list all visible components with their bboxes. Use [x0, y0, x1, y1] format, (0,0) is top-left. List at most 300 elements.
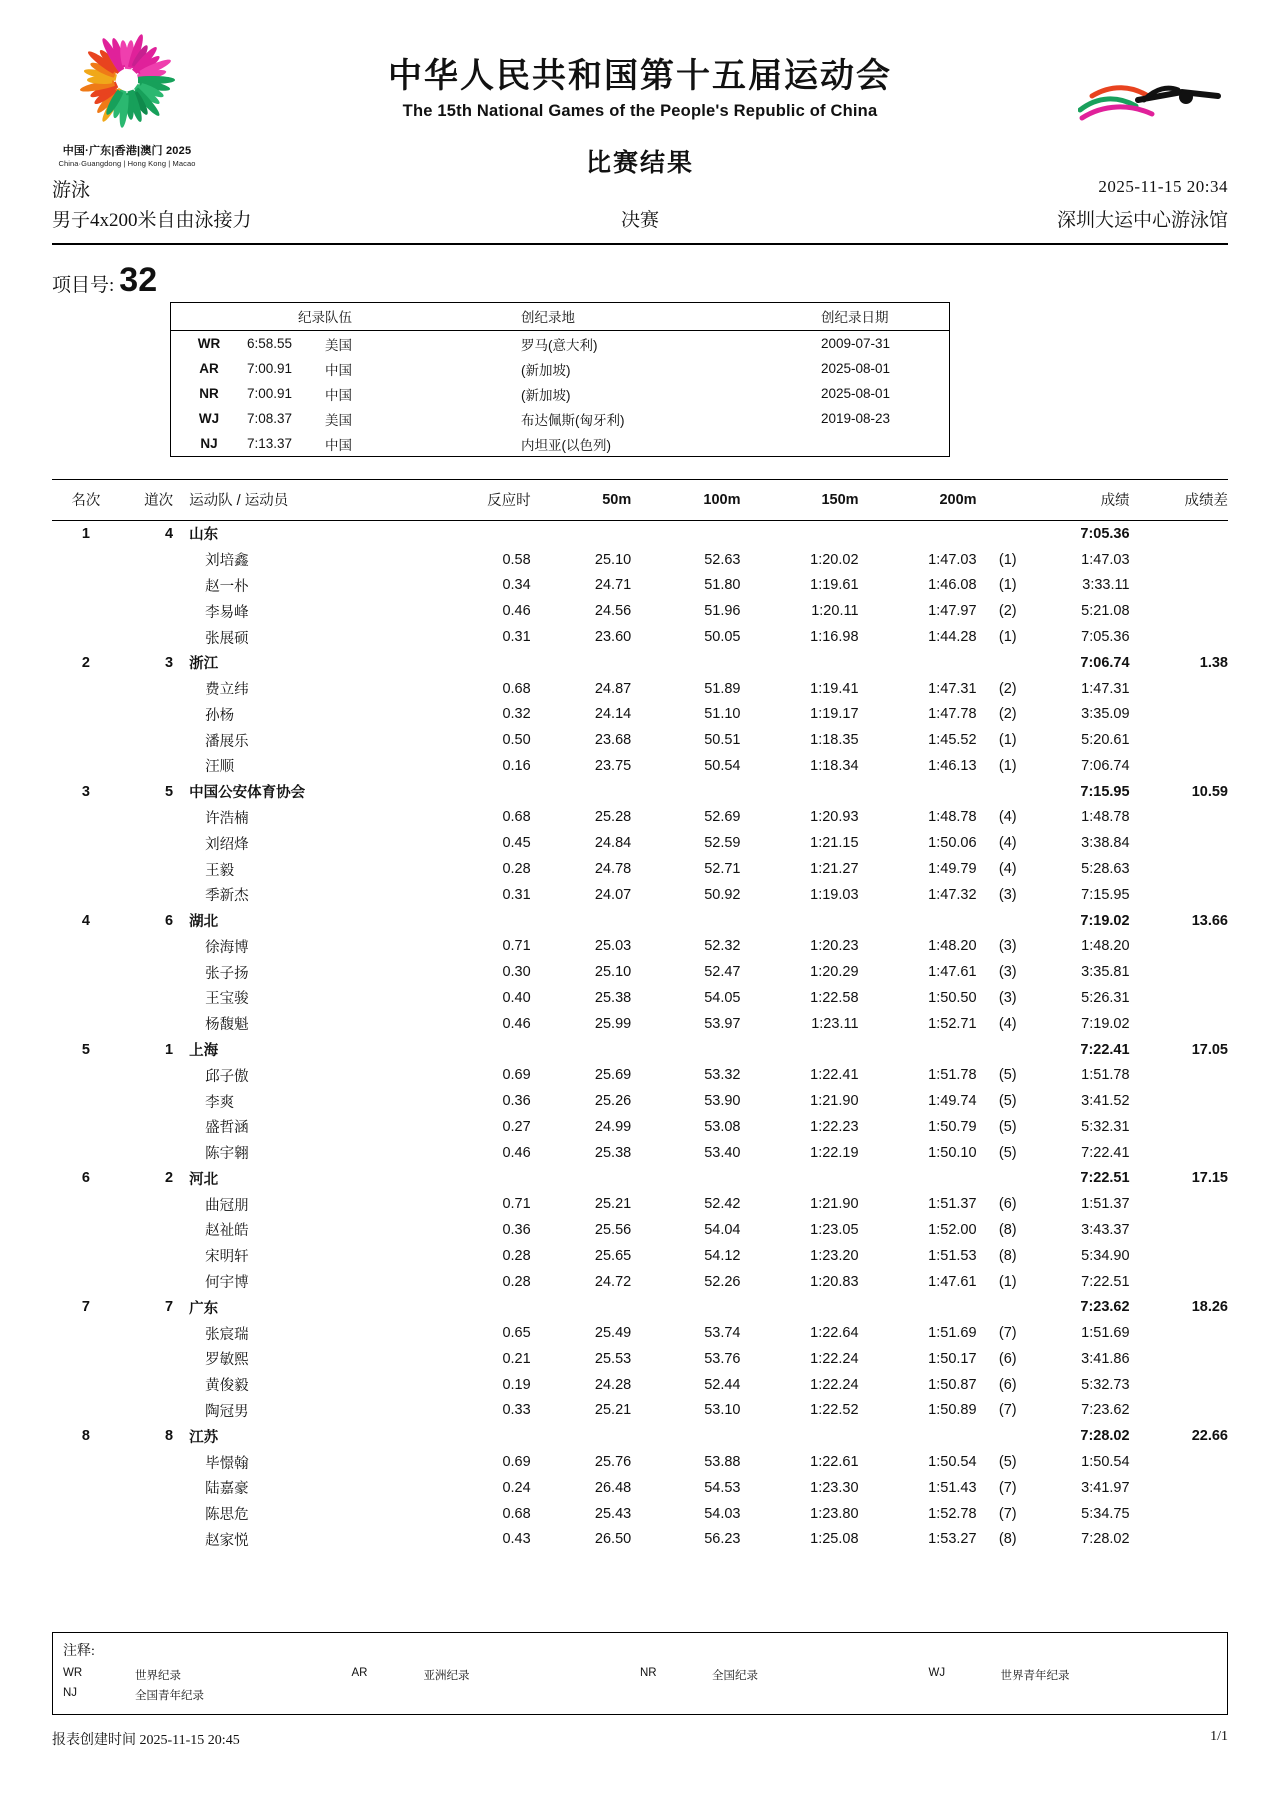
- athlete-split-50: 24.84: [594, 835, 632, 852]
- team-name: 浙江: [189, 656, 219, 673]
- table-row: [52, 856, 1228, 882]
- athlete-split-150: 1:19.17: [810, 706, 859, 723]
- athlete-split-100: 54.12: [704, 1247, 741, 1264]
- athlete-split-50: 25.65: [594, 1247, 632, 1264]
- header-divider: [52, 243, 1228, 245]
- note-text: 世界青年纪录: [1000, 1670, 1070, 1682]
- athlete-name: 王毅: [205, 862, 235, 879]
- table-row: [52, 1398, 1228, 1424]
- athlete-reaction-time: 0.46: [502, 1144, 531, 1161]
- table-row: [52, 753, 1228, 779]
- athlete-split-position: (7): [998, 1505, 1017, 1522]
- table-row: [52, 805, 1228, 831]
- athlete-name: 潘展乐: [205, 733, 249, 750]
- athlete-name: 汪顺: [205, 759, 235, 776]
- athlete-cumulative-time: 7:06.74: [1081, 757, 1130, 774]
- athlete-name: 赵家悦: [205, 1532, 249, 1549]
- record-date: 2019-08-23: [821, 411, 891, 426]
- athlete-reaction-time: 0.36: [502, 1093, 531, 1110]
- col-lane: 道次: [144, 493, 174, 509]
- athlete-split-100: 52.47: [704, 964, 741, 981]
- athlete-split-150: 1:20.23: [810, 938, 859, 955]
- athlete-name: 赵一朴: [205, 578, 249, 595]
- team-rank: 6: [81, 1170, 90, 1187]
- record-place: 罗马(意大利): [521, 337, 598, 353]
- record-time: 6:58.55: [247, 336, 293, 351]
- record-time: 7:08.37: [247, 411, 293, 426]
- col-50m: 50m: [602, 491, 632, 508]
- col-team-athlete: 运动队 / 运动员: [189, 493, 289, 509]
- team-name: 中国公安体育协会: [189, 785, 306, 802]
- athlete-split-100: 54.53: [704, 1479, 741, 1496]
- athlete-split-position: (7): [998, 1402, 1017, 1419]
- team-lane: 1: [165, 1041, 174, 1058]
- col-200m: 200m: [939, 491, 977, 508]
- notes-grid: [63, 1665, 1217, 1705]
- athlete-split-position: (6): [998, 1196, 1017, 1213]
- note-abbr: WJ: [928, 1667, 946, 1679]
- athlete-split-position: (3): [998, 886, 1017, 903]
- athlete-name: 孙杨: [205, 707, 235, 724]
- athlete-split-50: 24.87: [594, 680, 632, 697]
- records-row: [171, 406, 949, 431]
- athlete-split-200: 1:50.79: [928, 1118, 977, 1135]
- team-lane: 6: [165, 912, 174, 929]
- athlete-name: 赵祉皓: [205, 1223, 249, 1240]
- athlete-name: 陆嘉豪: [205, 1481, 249, 1498]
- athlete-split-200: 1:48.78: [928, 809, 977, 826]
- table-row: [52, 1526, 1228, 1552]
- athlete-split-50: 26.50: [594, 1531, 632, 1548]
- athlete-split-100: 53.32: [704, 1067, 741, 1084]
- athlete-reaction-time: 0.30: [502, 964, 531, 981]
- athlete-split-100: 53.97: [704, 1015, 741, 1032]
- athlete-split-150: 1:23.80: [810, 1505, 859, 1522]
- athlete-name: 杨馥魁: [205, 1017, 249, 1034]
- col-split-position: [977, 480, 1025, 521]
- athlete-split-150: 1:22.19: [810, 1144, 859, 1161]
- record-place: 内坦亚(以色列): [521, 437, 611, 453]
- athlete-name: 何宇博: [205, 1275, 249, 1292]
- team-name: 江苏: [189, 1429, 219, 1446]
- athlete-split-150: 1:16.98: [810, 629, 859, 646]
- athlete-cumulative-time: 3:35.09: [1081, 706, 1130, 723]
- athlete-split-200: 1:47.03: [928, 551, 977, 568]
- record-abbr: WR: [197, 336, 221, 351]
- note-text: 全国青年纪录: [135, 1690, 204, 1702]
- athlete-reaction-time: 0.46: [502, 603, 531, 620]
- athlete-split-50: 24.71: [594, 577, 632, 594]
- table-row: [52, 1294, 1228, 1320]
- logo-caption-cn: 中国·广东|香港|澳门 2025: [62, 145, 192, 157]
- athlete-reaction-time: 0.69: [502, 1454, 531, 1471]
- athlete-split-100: 52.32: [704, 938, 741, 955]
- athlete-split-50: 23.75: [594, 757, 632, 774]
- team-name: 广东: [189, 1300, 219, 1317]
- athlete-split-position: (5): [998, 1454, 1017, 1471]
- athlete-split-position: (3): [998, 989, 1017, 1006]
- athlete-split-100: 53.08: [704, 1118, 741, 1135]
- page-number: 1/1: [1210, 1729, 1228, 1744]
- athlete-cumulative-time: 3:33.11: [1082, 577, 1130, 594]
- team-rank: 1: [81, 525, 90, 542]
- athlete-split-100: 54.05: [704, 989, 741, 1006]
- table-row: [52, 521, 1228, 547]
- athlete-name: 邱子傲: [205, 1068, 249, 1085]
- team-lane: 3: [165, 654, 174, 671]
- records-header-row: [171, 303, 949, 331]
- report-created-time: 报表创建时间 2025-11-15 20:45: [52, 1733, 240, 1748]
- athlete-reaction-time: 0.33: [502, 1402, 531, 1419]
- athlete-cumulative-time: 1:47.03: [1081, 551, 1130, 568]
- results-header-row: [52, 480, 1228, 521]
- athlete-name: 陈思危: [205, 1507, 249, 1524]
- athlete-split-position: (2): [998, 706, 1017, 723]
- athlete-split-position: (1): [998, 629, 1017, 646]
- team-rank: 2: [81, 654, 90, 671]
- team-time-diff: 1.38: [1199, 654, 1228, 671]
- athlete-split-150: 1:22.58: [810, 989, 859, 1006]
- record-time: 7:13.37: [247, 436, 293, 451]
- athlete-reaction-time: 0.36: [502, 1221, 531, 1238]
- athlete-split-100: 51.10: [704, 706, 741, 723]
- table-row: [52, 1011, 1228, 1037]
- table-row: [52, 985, 1228, 1011]
- athlete-cumulative-time: 1:48.20: [1081, 938, 1130, 955]
- athlete-split-200: 1:51.69: [928, 1325, 977, 1342]
- athlete-split-150: 1:21.15: [810, 835, 859, 852]
- athlete-split-50: 25.03: [594, 938, 632, 955]
- table-row: [52, 882, 1228, 908]
- athlete-reaction-time: 0.32: [502, 706, 531, 723]
- results-header: [52, 480, 1228, 521]
- athlete-split-50: 25.21: [594, 1402, 632, 1419]
- table-row: [52, 598, 1228, 624]
- athlete-split-150: 1:22.24: [810, 1376, 859, 1393]
- athlete-split-position: (2): [998, 680, 1017, 697]
- records-row: [171, 431, 949, 456]
- record-date: [821, 431, 949, 456]
- athlete-split-150: 1:22.61: [810, 1454, 859, 1471]
- athlete-split-200: 1:47.61: [928, 964, 977, 981]
- athlete-cumulative-time: 3:43.37: [1081, 1221, 1130, 1238]
- records-box: [170, 302, 950, 457]
- athlete-split-150: 1:19.03: [810, 886, 859, 903]
- athlete-cumulative-time: 5:20.61: [1081, 732, 1130, 749]
- team-rank: 3: [81, 783, 90, 800]
- meta-block: [52, 175, 1228, 239]
- records-row: [171, 356, 949, 381]
- team-name: 河北: [189, 1171, 219, 1188]
- athlete-split-200: 1:50.10: [928, 1144, 977, 1161]
- athlete-split-50: 23.60: [594, 629, 632, 646]
- athlete-split-100: 52.26: [704, 1273, 741, 1290]
- table-row: [52, 573, 1228, 599]
- notes-title: 注释:: [63, 1644, 95, 1659]
- athlete-split-50: 24.78: [594, 861, 632, 878]
- athlete-cumulative-time: 3:41.97: [1081, 1479, 1130, 1496]
- record-abbr: NJ: [200, 436, 218, 451]
- athlete-split-50: 25.10: [594, 964, 632, 981]
- team-final-time: 7:15.95: [1080, 783, 1130, 800]
- athlete-split-50: 25.38: [594, 989, 632, 1006]
- note-abbr: NR: [640, 1667, 657, 1679]
- athlete-reaction-time: 0.31: [502, 886, 531, 903]
- athlete-reaction-time: 0.43: [502, 1531, 531, 1548]
- note-text: 亚洲纪录: [423, 1670, 470, 1682]
- record-date: 2025-08-01: [821, 386, 891, 401]
- athlete-split-150: 1:20.93: [810, 809, 859, 826]
- athlete-split-position: (1): [998, 577, 1017, 594]
- col-100m: 100m: [703, 491, 741, 508]
- athlete-split-100: 54.03: [704, 1505, 741, 1522]
- table-row: [52, 727, 1228, 753]
- note-item: [352, 1667, 641, 1683]
- athlete-cumulative-time: 7:05.36: [1081, 629, 1130, 646]
- meta-row-event: [52, 205, 1228, 239]
- notes-box: [52, 1632, 1228, 1715]
- athlete-reaction-time: 0.68: [502, 680, 531, 697]
- record-place: (新加坡): [521, 387, 571, 403]
- athlete-split-100: 53.40: [704, 1144, 741, 1161]
- athlete-split-50: 24.14: [594, 706, 632, 723]
- athlete-split-150: 1:18.34: [810, 757, 859, 774]
- athlete-name: 许浩楠: [205, 810, 249, 827]
- event-number-block: [52, 261, 1280, 300]
- athlete-name: 王宝骏: [205, 991, 249, 1008]
- records-th-team: 队伍: [325, 303, 521, 331]
- results-body: [52, 521, 1228, 1553]
- record-date: 2025-08-01: [821, 361, 891, 376]
- athlete-cumulative-time: 1:48.78: [1081, 809, 1130, 826]
- record-abbr: WJ: [198, 411, 220, 426]
- table-row: [52, 676, 1228, 702]
- athlete-cumulative-time: 3:35.81: [1081, 964, 1130, 981]
- athlete-split-200: 1:47.78: [928, 706, 977, 723]
- team-lane: 4: [165, 525, 174, 542]
- athlete-cumulative-time: 5:26.31: [1081, 989, 1130, 1006]
- athlete-split-100: 51.96: [704, 603, 741, 620]
- athlete-name: 李爽: [205, 1094, 235, 1111]
- document-type-title: 比赛结果: [585, 150, 694, 177]
- athlete-split-100: 52.63: [704, 551, 741, 568]
- athlete-cumulative-time: 7:15.95: [1081, 886, 1130, 903]
- athlete-split-200: 1:45.52: [928, 732, 977, 749]
- athlete-split-150: 1:19.61: [810, 577, 859, 594]
- athlete-split-100: 53.88: [704, 1454, 741, 1471]
- record-time: 7:00.91: [247, 386, 293, 401]
- note-item: [63, 1667, 352, 1683]
- table-row: [52, 1088, 1228, 1114]
- athlete-split-200: 1:47.61: [928, 1273, 977, 1290]
- team-time-diff: 17.05: [1191, 1041, 1228, 1058]
- athlete-split-position: (7): [998, 1479, 1017, 1496]
- athlete-reaction-time: 0.31: [502, 629, 531, 646]
- athlete-reaction-time: 0.40: [502, 989, 531, 1006]
- athlete-split-50: 25.10: [594, 551, 632, 568]
- athlete-cumulative-time: 7:22.41: [1081, 1144, 1130, 1161]
- team-rank: 8: [81, 1428, 90, 1445]
- athlete-cumulative-time: 5:28.63: [1081, 861, 1130, 878]
- athlete-cumulative-time: 5:32.73: [1081, 1376, 1130, 1393]
- records-th-record: 纪录: [247, 303, 325, 331]
- athlete-split-200: 1:49.74: [928, 1093, 977, 1110]
- team-lane: 2: [165, 1170, 174, 1187]
- athlete-split-position: (8): [998, 1247, 1017, 1264]
- athlete-split-position: (1): [998, 732, 1017, 749]
- athlete-split-position: (3): [998, 938, 1017, 955]
- athlete-split-100: 53.90: [704, 1093, 741, 1110]
- team-time-diff: 13.66: [1191, 912, 1228, 929]
- athlete-cumulative-time: 7:28.02: [1081, 1531, 1130, 1548]
- athlete-split-200: 1:44.28: [928, 629, 977, 646]
- team-final-time: 7:05.36: [1080, 525, 1130, 542]
- col-150m: 150m: [821, 491, 859, 508]
- athlete-split-position: (5): [998, 1093, 1017, 1110]
- athlete-cumulative-time: 1:50.54: [1081, 1454, 1130, 1471]
- athlete-split-50: 26.48: [594, 1479, 632, 1496]
- team-final-time: 7:22.41: [1080, 1041, 1130, 1058]
- athlete-reaction-time: 0.68: [502, 809, 531, 826]
- table-row: [52, 547, 1228, 573]
- note-item: [63, 1687, 352, 1703]
- athlete-split-position: (4): [998, 835, 1017, 852]
- col-reaction-time: 反应时: [487, 493, 531, 509]
- table-row: [52, 1320, 1228, 1346]
- athlete-split-position: (5): [998, 1118, 1017, 1135]
- athlete-cumulative-time: 7:19.02: [1081, 1015, 1130, 1032]
- table-row: [52, 1191, 1228, 1217]
- table-row: [52, 1037, 1228, 1063]
- swimmer-icon: [1078, 70, 1228, 125]
- athlete-name: 盛哲涵: [205, 1120, 249, 1137]
- athlete-split-150: 1:23.30: [810, 1479, 859, 1496]
- athlete-split-50: 25.99: [594, 1015, 632, 1032]
- records-th-date: 创纪录日期: [821, 303, 949, 331]
- athlete-split-position: (6): [998, 1350, 1017, 1367]
- athlete-split-100: 53.76: [704, 1350, 741, 1367]
- athlete-cumulative-time: 1:51.78: [1081, 1067, 1130, 1084]
- athlete-reaction-time: 0.34: [502, 577, 531, 594]
- note-abbr: WR: [63, 1667, 83, 1679]
- note-abbr: NJ: [63, 1687, 78, 1699]
- athlete-split-100: 50.51: [704, 732, 741, 749]
- athlete-cumulative-time: 1:47.31: [1081, 680, 1130, 697]
- athlete-split-position: (3): [998, 964, 1017, 981]
- team-lane: 8: [165, 1428, 174, 1445]
- table-row: [52, 650, 1228, 676]
- athlete-split-150: 1:22.23: [810, 1118, 859, 1135]
- athlete-reaction-time: 0.28: [502, 861, 531, 878]
- team-rank: 4: [81, 912, 90, 929]
- athlete-split-200: 1:47.32: [928, 886, 977, 903]
- athlete-split-200: 1:51.37: [928, 1196, 977, 1213]
- athlete-split-position: (1): [998, 1273, 1017, 1290]
- athlete-split-200: 1:47.31: [928, 680, 977, 697]
- records-row: [171, 381, 949, 406]
- athlete-split-50: 25.56: [594, 1221, 632, 1238]
- athlete-split-100: 53.10: [704, 1402, 741, 1419]
- athlete-split-150: 1:20.11: [811, 603, 859, 620]
- table-row: [52, 934, 1228, 960]
- athlete-reaction-time: 0.21: [502, 1350, 531, 1367]
- record-abbr: NR: [199, 386, 219, 401]
- table-row: [52, 1062, 1228, 1088]
- round-name: 决赛: [620, 210, 659, 231]
- athlete-name: 张子扬: [205, 965, 249, 982]
- record-team: 中国: [325, 362, 352, 378]
- team-time-diff: [1130, 521, 1228, 547]
- table-row: [52, 1423, 1228, 1449]
- team-final-time: 7:22.51: [1080, 1170, 1130, 1187]
- athlete-split-100: 52.59: [704, 835, 741, 852]
- record-place: (新加坡): [521, 362, 571, 378]
- note-item: [929, 1667, 1218, 1683]
- athlete-reaction-time: 0.71: [502, 1196, 531, 1213]
- athlete-reaction-time: 0.46: [502, 1015, 531, 1032]
- athlete-reaction-time: 0.71: [502, 938, 531, 955]
- table-row: [52, 701, 1228, 727]
- page-header: [0, 0, 1280, 175]
- team-rank: 7: [81, 1299, 90, 1316]
- table-row: [52, 1475, 1228, 1501]
- athlete-split-150: 1:23.20: [810, 1247, 859, 1264]
- athlete-split-200: 1:52.78: [928, 1505, 977, 1522]
- athlete-split-50: 24.56: [594, 603, 632, 620]
- team-time-diff: 17.15: [1191, 1170, 1228, 1187]
- athlete-split-100: 53.74: [704, 1325, 741, 1342]
- table-row: [52, 779, 1228, 805]
- athlete-split-150: 1:19.41: [810, 680, 859, 697]
- athlete-split-50: 25.28: [594, 809, 632, 826]
- athlete-split-200: 1:49.79: [928, 861, 977, 878]
- table-row: [52, 1217, 1228, 1243]
- athlete-split-50: 25.21: [594, 1196, 632, 1213]
- table-row: [52, 908, 1228, 934]
- athlete-name: 徐海博: [205, 939, 249, 956]
- note-text: 全国纪录: [712, 1670, 758, 1682]
- athlete-reaction-time: 0.65: [502, 1325, 531, 1342]
- athlete-split-200: 1:51.78: [928, 1067, 977, 1084]
- table-row: [52, 1501, 1228, 1527]
- athlete-split-200: 1:50.89: [928, 1402, 977, 1419]
- athlete-split-200: 1:51.43: [928, 1479, 977, 1496]
- athlete-split-50: 25.26: [594, 1093, 632, 1110]
- athlete-split-position: (4): [998, 861, 1017, 878]
- athlete-split-50: 24.99: [594, 1118, 632, 1135]
- athlete-name: 刘绍烽: [205, 836, 249, 853]
- team-time-diff: 10.59: [1191, 783, 1228, 800]
- table-row: [52, 1346, 1228, 1372]
- athlete-split-position: (6): [998, 1376, 1017, 1393]
- athlete-split-200: 1:47.97: [928, 603, 977, 620]
- team-final-time: 7:23.62: [1080, 1299, 1130, 1316]
- table-row: [52, 1140, 1228, 1166]
- athlete-split-200: 1:50.17: [928, 1350, 977, 1367]
- team-name: 湖北: [189, 914, 219, 931]
- athlete-split-100: 52.44: [704, 1376, 741, 1393]
- note-text: 世界纪录: [135, 1670, 181, 1682]
- athlete-split-200: 1:51.53: [928, 1247, 977, 1264]
- athlete-split-position: (2): [998, 603, 1017, 620]
- athlete-split-150: 1:20.29: [810, 964, 859, 981]
- athlete-split-100: 52.71: [704, 861, 741, 878]
- athlete-split-position: (1): [998, 757, 1017, 774]
- record-abbr: AR: [199, 361, 219, 376]
- athlete-split-100: 51.80: [704, 577, 741, 594]
- athlete-name: 张宸瑞: [205, 1326, 249, 1343]
- athlete-split-150: 1:22.52: [810, 1402, 859, 1419]
